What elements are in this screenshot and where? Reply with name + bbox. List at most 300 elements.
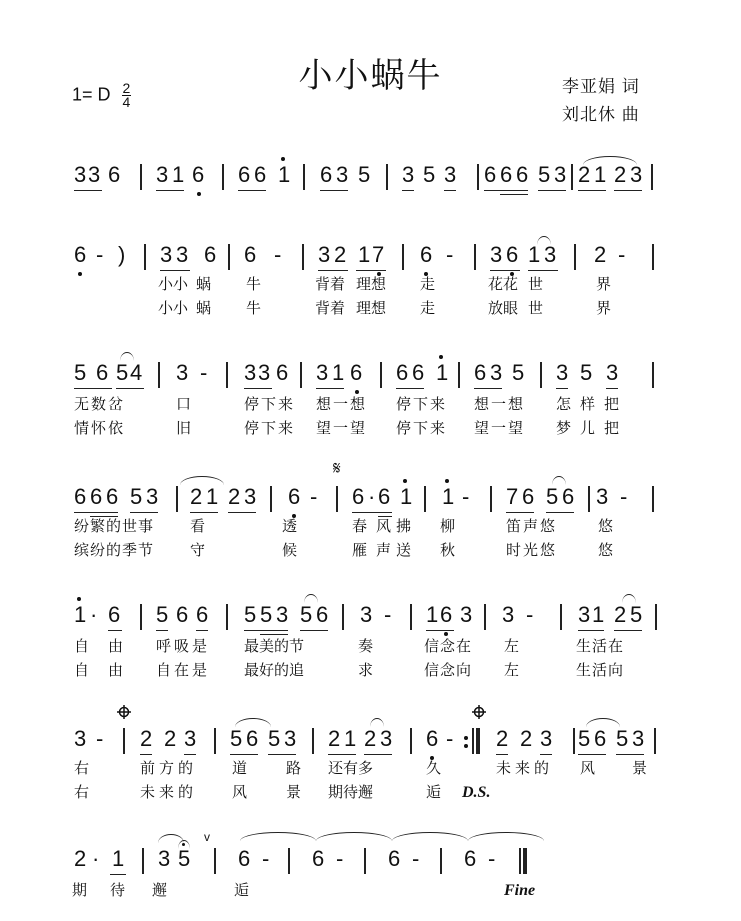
note: 3 [490,360,503,385]
note: 5 [268,726,281,751]
lyric: 蜗 [196,300,212,317]
note: 6 [90,484,103,509]
lyric: 放眼 [488,300,519,317]
note: 6 [106,484,119,509]
note: 5 [156,602,169,627]
double-underline [500,194,528,195]
lyric: 悠 [598,518,614,535]
note: 6 [440,602,453,627]
dash: - [462,484,470,509]
barline [652,362,654,388]
barline [574,244,576,270]
note: 6 [204,242,217,267]
note: 3 [606,360,619,385]
dal-segno-mark: D.S. [462,784,491,801]
note: 5 [578,726,591,751]
low-octave-dot [355,390,359,394]
fine-mark: Fine [504,882,536,899]
underline [230,754,258,755]
note: 2 [496,726,509,751]
note: 6 [320,162,333,187]
underline [74,388,112,389]
note: 6 [420,242,433,267]
lyric: 秋 [440,542,456,559]
note: 3 [316,360,329,385]
note: 3 [336,162,349,187]
lyric: 停下来 [244,396,296,413]
note: 2 [74,846,87,871]
note: 6 [522,484,535,509]
note: 6 [464,846,477,871]
note: 3 [402,162,415,187]
double-underline [90,516,118,517]
barline [336,486,338,512]
underline [614,190,642,191]
lyric: 求 [358,662,374,679]
lyric: 花花 [488,276,519,293]
barline [228,244,230,270]
lyric: 时光悠 [506,542,558,559]
tie [468,832,544,841]
lyric: 无数岔 [74,396,126,413]
lyric: 邂 [152,882,168,899]
note: 2 [328,726,341,751]
note: 1 [442,484,455,509]
high-octave-dot [77,597,81,601]
note: 5 [74,360,87,385]
underline [506,512,534,513]
note: 6 [74,484,87,509]
barline [123,728,125,754]
barline [140,164,142,190]
barline [140,604,142,630]
note: 2 [364,726,377,751]
note: 3 [490,242,503,267]
lyric: 想一想 [474,396,526,413]
underline [484,190,528,191]
note: 1 [74,602,87,627]
underline [474,388,502,389]
barline [474,244,476,270]
dash: - [96,242,104,267]
note: 3 [540,726,553,751]
high-octave-dot [445,479,449,483]
dash: - [336,846,344,871]
dot: · [92,846,100,871]
note: 6 [176,602,189,627]
note: 3 [160,242,173,267]
lyric: 信念向 [424,662,473,679]
note: 3 [276,602,289,627]
lyric: 纷繁的世事 [74,518,155,535]
lyric: 停下来 [396,420,448,437]
note: 6 [238,846,251,871]
note: 3 [444,162,457,187]
lyric: 奏 [358,638,374,655]
note: 5 [538,162,551,187]
note: 5 [546,484,559,509]
note: 5 [630,602,643,627]
lyric: 最美的节 [244,638,305,655]
barline [402,244,404,270]
lyric: 看 [190,518,206,535]
lyric: 信念在 [424,638,473,655]
underline [528,270,558,271]
underline [228,512,256,513]
note: 5 [358,162,371,187]
underline [538,190,566,191]
note: 6 [96,360,109,385]
underline [74,190,102,191]
underline [578,754,606,755]
double-underline [378,516,392,517]
note: 5 [580,360,593,385]
lyric: 风 [232,784,248,801]
note: 2 [228,484,241,509]
barline [302,244,304,270]
barline [342,604,344,630]
dash: - [384,602,392,627]
note: 3 [460,602,473,627]
underline [184,754,196,755]
coda-icon [472,705,486,719]
underline [616,754,644,755]
note: 6 [254,162,267,187]
note: 6 [244,242,257,267]
note: 3 [556,360,569,385]
underline [402,190,414,191]
dash: - [446,242,454,267]
note: 5 [116,360,129,385]
time-sig-top: 2 [122,80,131,96]
underline [578,630,604,631]
note: 6 [238,162,251,187]
tie [392,832,468,841]
repeat-barline-thick [476,728,480,754]
lyric: 期 [72,882,88,899]
tie [240,832,316,841]
lyric: 缤纷的季节 [74,542,155,559]
repeat-dot [464,736,468,740]
underline [190,512,218,513]
underline [540,754,552,755]
underline [490,270,520,271]
note: 1 [528,242,541,267]
repeat-dot [464,744,468,748]
barline [654,728,656,754]
lyric: 候 [282,542,298,559]
note: 3 [630,162,643,187]
barline [560,604,562,630]
note: 3 [284,726,297,751]
lyric: 逅 [234,882,250,899]
note: 2 [190,484,203,509]
lyric: 梦儿把 [556,420,629,437]
note: 6 [378,484,391,509]
note: 6 [484,162,497,187]
lyric: 呼吸是 [156,638,211,655]
barline [270,486,272,512]
lyric: 声 [376,542,392,559]
note: 6 [196,602,209,627]
lyric: 怎样把 [556,396,629,413]
note: 3 [176,242,189,267]
dot: · [90,602,98,627]
note: 3 [578,602,591,627]
lyric: 望一望 [316,420,368,437]
breath-mark: v [204,830,210,844]
lyric: 景 [286,784,302,801]
lyric: 路 [286,760,302,777]
barline [571,164,573,190]
lyric: 还有多 [328,760,374,777]
double-underline [260,634,288,635]
lyric: 悠 [598,542,614,559]
dash: - [200,360,208,385]
barline [364,848,366,874]
note: 7 [372,242,385,267]
high-octave-dot [403,479,407,483]
low-octave-dot [78,272,82,276]
underline [614,630,642,631]
dash: - [618,242,626,267]
underline [426,630,454,631]
note: 6 [276,360,289,385]
barline [490,486,492,512]
key-signature [72,82,131,109]
note: 2 [164,726,177,751]
note: 1 [278,162,291,187]
lyric: 笛声悠 [506,518,558,535]
note: 3 [88,162,101,187]
lyric: 左 [504,638,520,655]
barline [300,362,302,388]
lyric: 界 [596,276,612,293]
final-barline-thin [519,848,521,874]
lyric: 待 [110,882,126,899]
lyric: 牛 [246,276,262,293]
note: 4 [130,360,143,385]
note: 6 [516,162,529,187]
barline [226,362,228,388]
underline [156,190,184,191]
underline [320,190,348,191]
barline [588,486,590,512]
note: 5 [300,602,313,627]
note: 5 [260,602,273,627]
note: 7 [506,484,519,509]
note: 5 [178,846,191,871]
barline [655,604,657,630]
note: 6 [500,162,513,187]
lyric: 界 [596,300,612,317]
barline [380,362,382,388]
lyric: 风 [376,518,392,535]
lyric: 小小 [158,300,189,317]
dash: - [310,484,318,509]
note: 6 [316,602,329,627]
paren: ) [118,242,126,267]
lyric: 未来的 [496,760,554,777]
underline [108,630,122,631]
lyric: 理想 [356,300,387,317]
note: 6 [352,484,365,509]
note: 1 [172,162,185,187]
underline [556,388,568,389]
underline [606,388,618,389]
underline [496,754,508,755]
note: 5 [130,484,143,509]
lyric: 小小 [158,276,189,293]
barline [214,728,216,754]
note: 3 [244,484,257,509]
lyric: 停下来 [396,396,448,413]
note: 2 [614,602,627,627]
lyric: 蜗 [196,276,212,293]
barline [651,164,653,190]
underline [396,388,424,389]
lyric: 自 [74,662,90,679]
note: 6 [474,360,487,385]
lyric: 走 [420,300,436,317]
lyric: 景 [632,760,648,777]
note: 1 [344,726,357,751]
barline [312,728,314,754]
note: 5 [512,360,525,385]
underline [110,874,126,875]
tie [316,832,392,841]
note: 2 [520,726,533,751]
underline [316,388,344,389]
note: 3 [632,726,645,751]
lyric: 久 [426,760,442,777]
note: 6 [562,484,575,509]
lyric: 背着 [315,276,346,293]
barline [540,362,542,388]
dash: - [412,846,420,871]
lyric: 逅 [426,784,442,801]
barline [458,362,460,388]
key-label: 1= D [72,84,111,105]
slur [583,156,637,165]
underline [364,754,392,755]
low-octave-dot [197,192,201,196]
dash: - [526,602,534,627]
barline [144,244,146,270]
barline [573,728,575,754]
note: 6 [246,726,259,751]
lyric: 最好的追 [244,662,305,679]
time-signature [122,82,132,109]
final-barline-thick [523,848,527,874]
note: 3 [554,162,567,187]
barline [226,604,228,630]
note: 3 [318,242,331,267]
underline [268,754,296,755]
lyric: 左 [504,662,520,679]
barline [288,848,290,874]
lyric: 右 [74,784,90,801]
lyric: 生活在 [576,638,625,655]
note: 5 [230,726,243,751]
underline [300,630,328,631]
dash: - [488,846,496,871]
barline [214,848,216,874]
underline [74,512,118,513]
lyric: 透 [282,518,298,535]
high-octave-dot [281,157,285,161]
note: 1 [594,162,607,187]
low-octave-dot [444,632,448,636]
note: 5 [244,602,257,627]
repeat-barline-thin [472,728,474,754]
note: 6 [412,360,425,385]
dash: - [446,726,454,751]
underline [328,754,356,755]
underline [116,388,144,389]
underline [238,190,266,191]
lyric: 风 [580,760,596,777]
lyric: 雁 [352,542,368,559]
note: 1 [426,602,439,627]
note: 6 [192,162,205,187]
note: 6 [594,726,607,751]
dot: · [368,484,376,509]
note: 3 [360,602,373,627]
note: 1 [400,484,413,509]
note: 6 [426,726,439,751]
note: 3 [158,846,171,871]
note: 2 [594,242,607,267]
underline [130,512,158,513]
note: 2 [614,162,627,187]
lyric: 停下来 [244,420,296,437]
note: 3 [380,726,393,751]
lyric: 牛 [246,300,262,317]
barline [440,848,442,874]
lyric: 期待邂 [328,784,374,801]
barline [142,848,144,874]
note: 6 [396,360,409,385]
dash: - [262,846,270,871]
lyric: 未来的 [140,784,198,801]
lyric: 背着 [315,300,346,317]
underline [578,190,606,191]
lyric: 自 [74,638,90,655]
lyric: 世 [528,300,544,317]
barline [410,728,412,754]
note: 3 [258,360,271,385]
note: 6 [108,162,121,187]
lyric: 理想 [356,276,387,293]
lyric: 道 [232,760,248,777]
note: 2 [140,726,153,751]
lyric: 想一想 [316,396,368,413]
note: 5 [616,726,629,751]
note: 1 [436,360,449,385]
barline [652,486,654,512]
underline [244,630,288,631]
note: 1 [592,602,605,627]
barline [484,604,486,630]
lyric: 世 [528,276,544,293]
note: 1 [112,846,125,871]
lyric: 走 [420,276,436,293]
lyricist-credit: 李亚娟 词 [562,77,640,96]
note: 5 [423,162,436,187]
lyric: 春 [352,518,368,535]
underline [140,754,152,755]
